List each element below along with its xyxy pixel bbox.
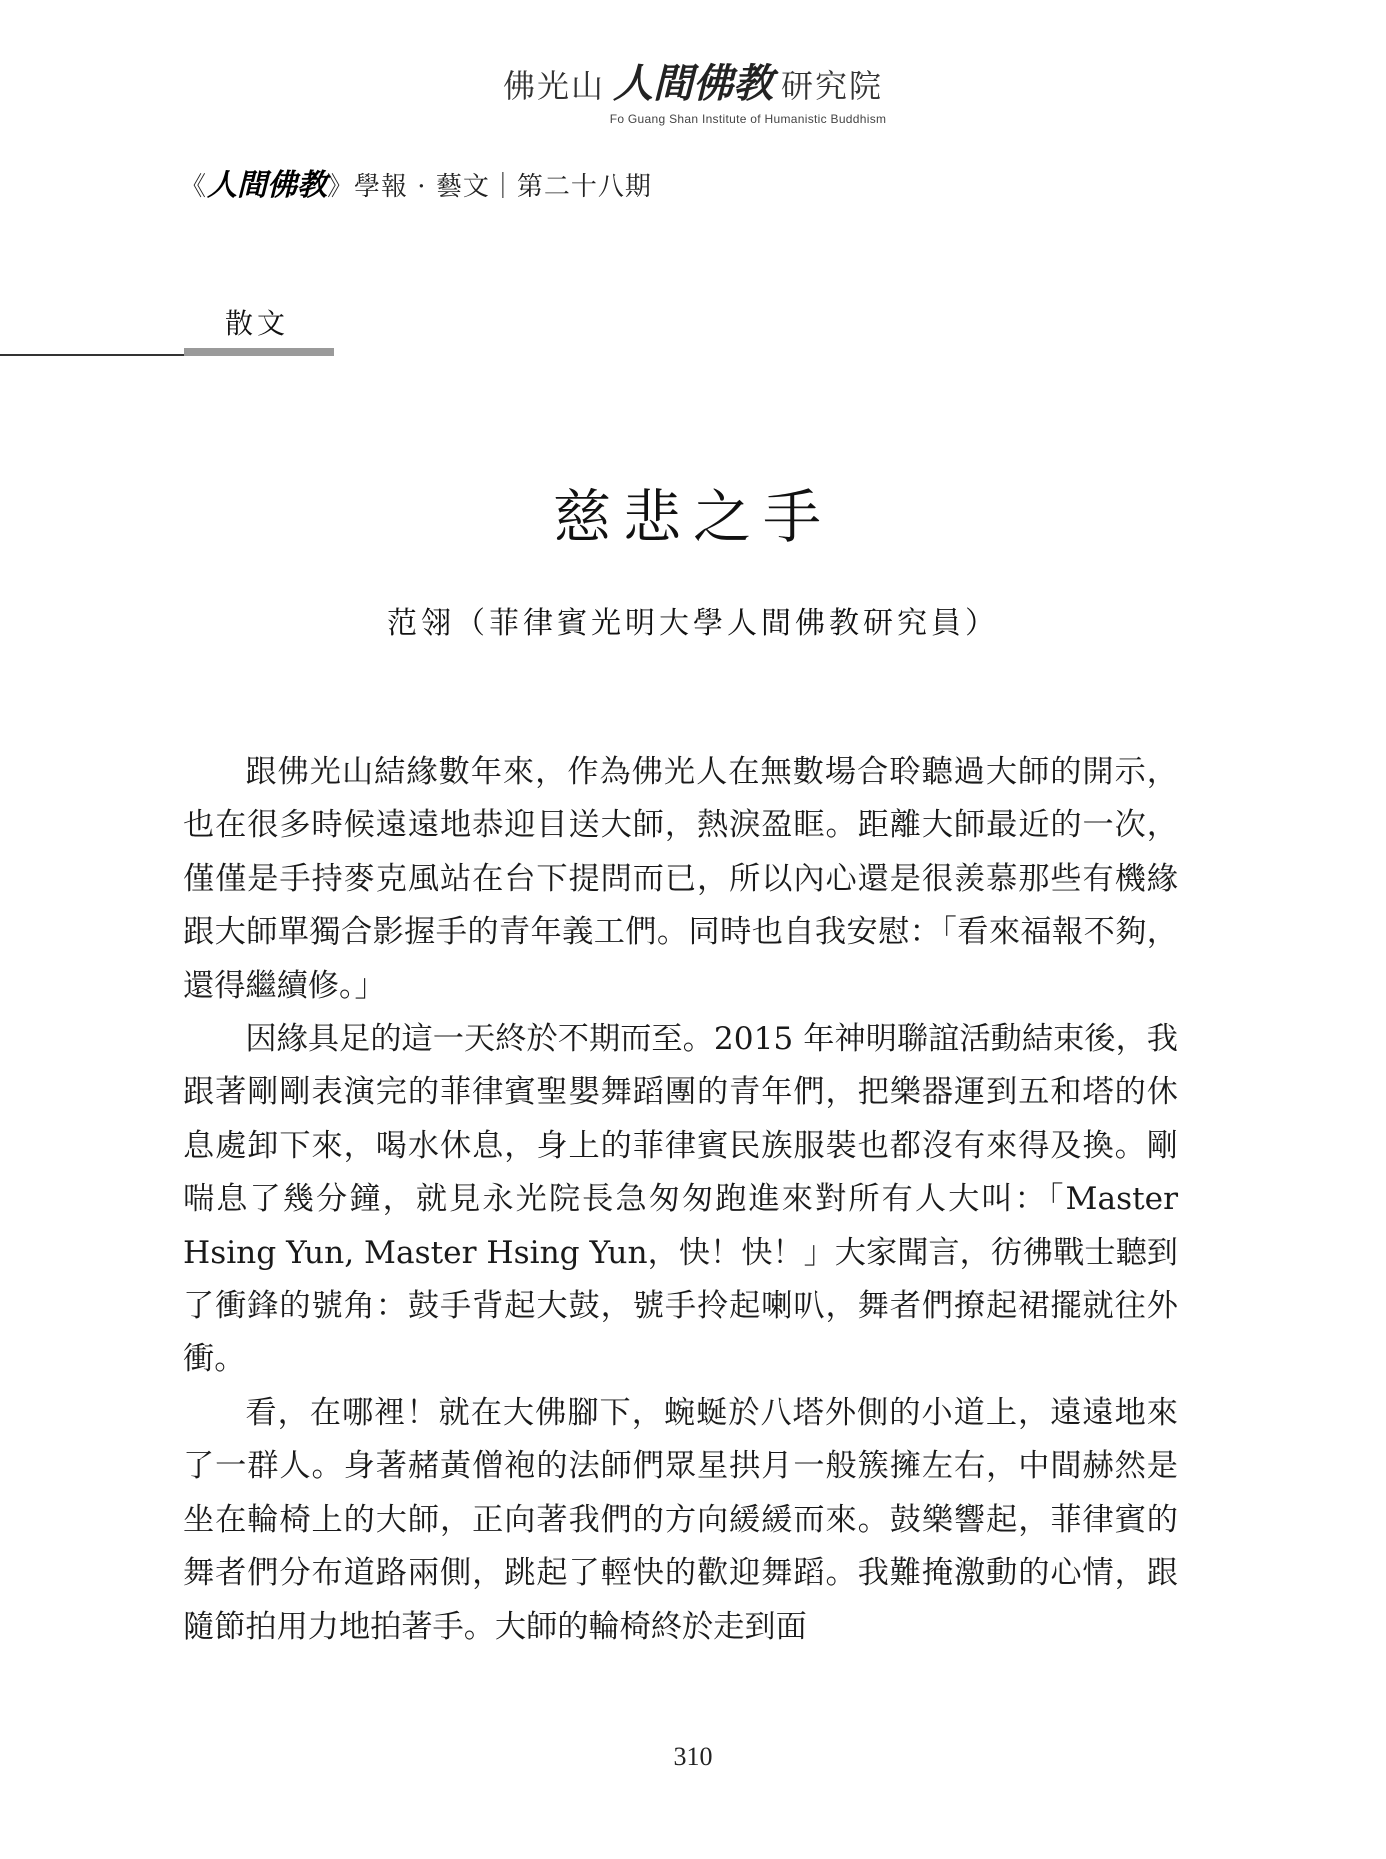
page-number: 310: [673, 1742, 713, 1771]
article-body: [183, 746, 1178, 1654]
institute-name-left: 佛光山: [502, 67, 605, 105]
journal-close-quote: 》: [327, 172, 355, 202]
journal-running-head: [180, 160, 652, 204]
journal-issue-info: 學報 · 藝文｜第二十八期: [354, 172, 652, 202]
institute-name-right: 研究院: [781, 67, 884, 105]
article-byline: 范翎（菲律賓光明大學人間佛教研究員）: [387, 606, 999, 641]
institute-english-name: Fo Guang Shan Institute of Humanistic Buddhism: [609, 112, 887, 126]
journal-open-quote: 《: [180, 172, 208, 202]
institute-name: [0, 62, 1386, 108]
body-paragraph-3: 看，在哪裡！就在大佛腳下，蜿蜒於八塔外側的小道上，遠遠地來了一群人。身著赭黃僧袍的法師們眾星拱月一般簇擁左右，中間赫然是坐在輪椅上的大師，正向著我們的方向緩緩而來。鼓樂響起，菲律賓的舞者們分布道路兩側，跳起了輕快的歡迎舞蹈。我難掩激動的心情，跟隨節拍用力地拍著手。大師的輪椅終於走到面: [183, 1394, 1178, 1645]
body-paragraph-2: 因緣具足的這一天終於不期而至。2015 年神明聯誼活動結束後，我跟著剛剛表演完的菲律賓聖嬰舞蹈團的青年們，把樂器運到五和塔的休息處卸下來，喝水休息，身上的菲律賓民族服裝也都沒有來得及換。剛喘息了幾分鐘，就見永光院長急匆匆跑進來對所有人大叫：「Master Hsing Yun, Master Hsing Yun，快！快！」大家聞言，彷彿戰士聽到了衝鋒的號角：鼓手背起大鼓，號手拎起喇叭，舞者們撩起裙擺就往外衝。: [183, 1021, 1178, 1378]
journal-brand-calligraphy: 人間佛教: [207, 168, 328, 203]
section-rule-thick: [184, 348, 334, 356]
section-label: 散文: [225, 307, 290, 340]
article-title: 慈悲之手: [552, 483, 833, 551]
institute-header: [0, 62, 1386, 126]
institute-brand-calligraphy: 人間佛教: [613, 61, 773, 107]
body-paragraph-1: 跟佛光山結緣數年來，作為佛光人在無數場合聆聽過大師的開示，也在很多時候遠遠地恭迎目送大師，熱淚盈眶。距離大師最近的一次，僅僅是手持麥克風站在台下提問而已，所以內心還是很羨慕那些有機緣跟大師單獨合影握手的青年義工們。同時也自我安慰：「看來福報不夠，還得繼續修。」: [183, 754, 1178, 1004]
